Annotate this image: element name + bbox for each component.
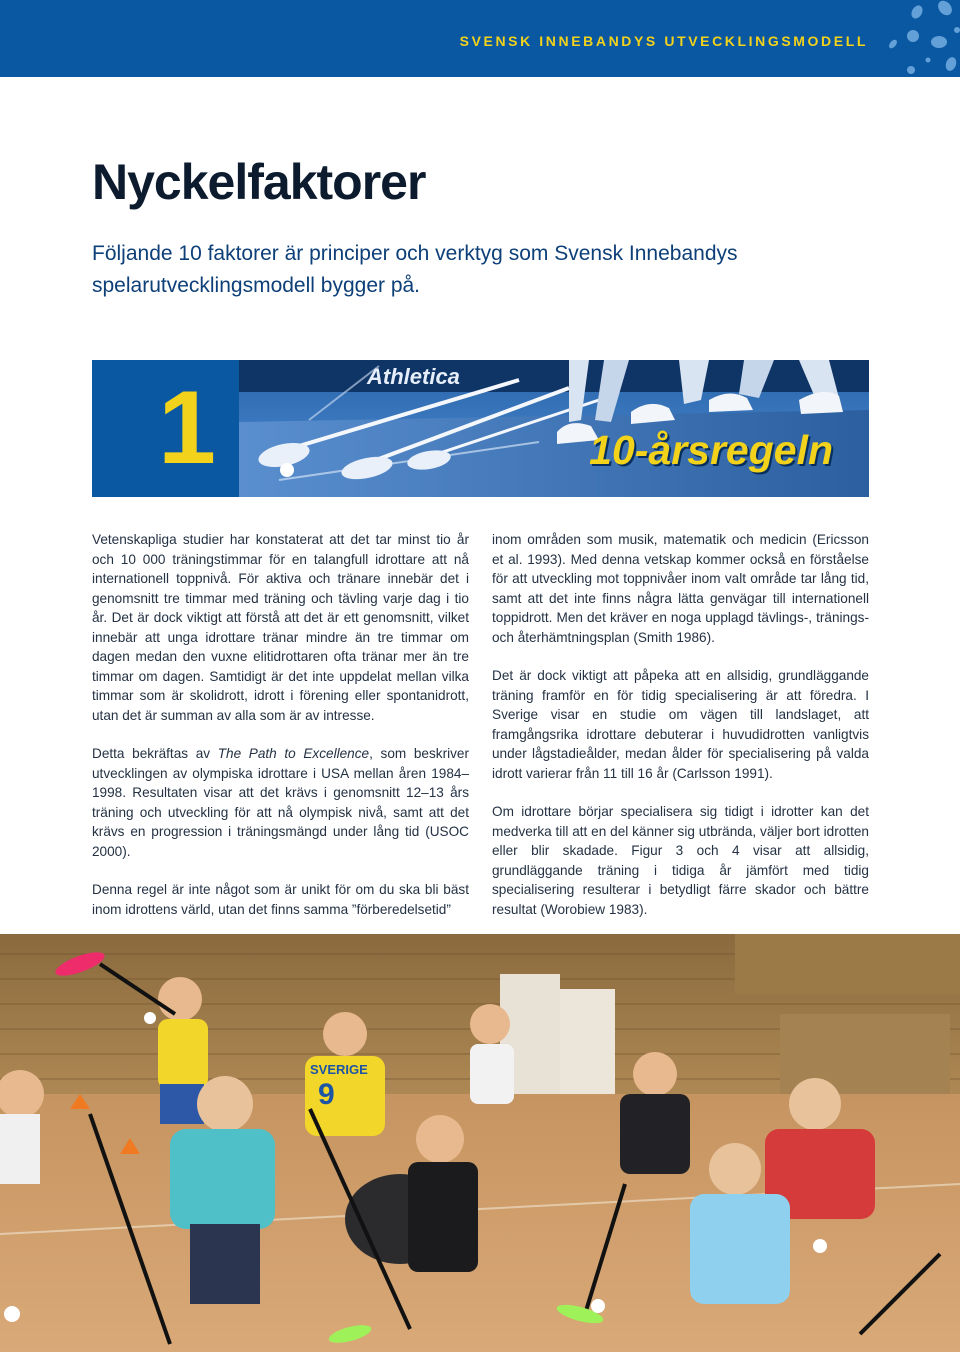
right-paragraph-1: inom områden som musik, matematik och medicin (Ericsson et al. 1993). Med denna vetskap kommer också en förståelse för att utveckling mot toppnivåer inom valt område tar lång tid, samt att det inte finns några lätta genvägar till internationell toppidrott. Men det kräver en noga upplagd tävlings-, tränings- och återhämtningsplan (Smith 1986). — [492, 532, 869, 645]
left-paragraph-2-pre: Detta bekräftas av — [92, 746, 218, 761]
section-heading: 10-årsregeln — [589, 427, 833, 473]
book-title: The Path to Excellence — [217, 746, 370, 761]
left-paragraph-3: Denna regel är inte något som är unikt för om du ska bli bäst inom idrottens värld, utan det finns samma ”förberedelsetid” — [92, 882, 469, 917]
page-title: Nyckelfaktorer — [92, 154, 426, 210]
left-paragraph-2 — [92, 744, 469, 861]
intro-text: Följande 10 faktorer är principer och verktyg som Svensk Innebandys spelarutvecklingsmodell bygger på. — [92, 242, 738, 297]
left-paragraph-2-post: , som beskriver utvecklingen av olympiska idrottare i USA mellan åren 1984–1998. Resultaten visar att det krävs i genomsnitt 12–13 års träning och utveckling för att nå olympisk nivå, samt att det krävs en progression i träningsmängd under lång tid (USOC 2000). — [92, 746, 470, 859]
left-paragraph-1: Vetenskapliga studier har konstaterat att det tar minst tio år och 10 000 träningstimmar för en talangfull idrottare att nå internationell toppnivå. För aktiva och tränare innebär det i genomsnitt tre timmar med träning och tävling varje dag i tio år. Det är dock viktigt att förstå att det är ett genomsnitt, vilket innebär att unga idrottare tränar mindre än tre timmar om dagen medan den vuxne elitidrottaren ofta tränar mer än tre timmar om dagen. Samtidigt är det inte uppdelat mellan vilka timmar som är skolidrott, idrott i förening eller spontanidrott, utan det är summan av alla som är av intresse. — [92, 532, 469, 723]
sign-text: Athletica — [367, 364, 460, 389]
children-training-photo — [0, 934, 960, 1352]
header-bar — [0, 0, 960, 77]
dots-decoration-icon — [865, 0, 960, 77]
section-banner — [92, 360, 869, 497]
header-label: SVENSK INNEBANDYS UTVECKLINGSMODELL — [459, 33, 868, 49]
left-column — [92, 530, 469, 938]
jersey-text: SVERIGE — [310, 1062, 368, 1077]
section-number: 1 — [158, 370, 216, 486]
right-paragraph-2: Det är dock viktigt att påpeka att en allsidig, grundläggande träning framför en för tidig specialisering är att föredra. I Sverige visar en studie om vägen till landslaget, att framgångsrika idrottare debuterar i huvudidrotten vanligtvis under lågstadieålder, medan ålder för specialisering på valda idrott varierar från 11 till 16 år (Carlsson 1991). — [492, 668, 869, 781]
right-column — [492, 530, 869, 938]
jersey-number: 9 — [318, 1078, 335, 1111]
right-paragraph-3: Om idrottare börjar specialisera sig tidigt i idrotter kan det medverka till att en del känner sig utbrända, väljer bort idrotten eller blir skadade. Figur 3 och 4 visar att allsidig, grundläggande träning i tidiga år jämfört med tidig specialisering resulterar i betydligt färre skador och bättre resultat (Worobiew 1983). — [492, 804, 869, 917]
